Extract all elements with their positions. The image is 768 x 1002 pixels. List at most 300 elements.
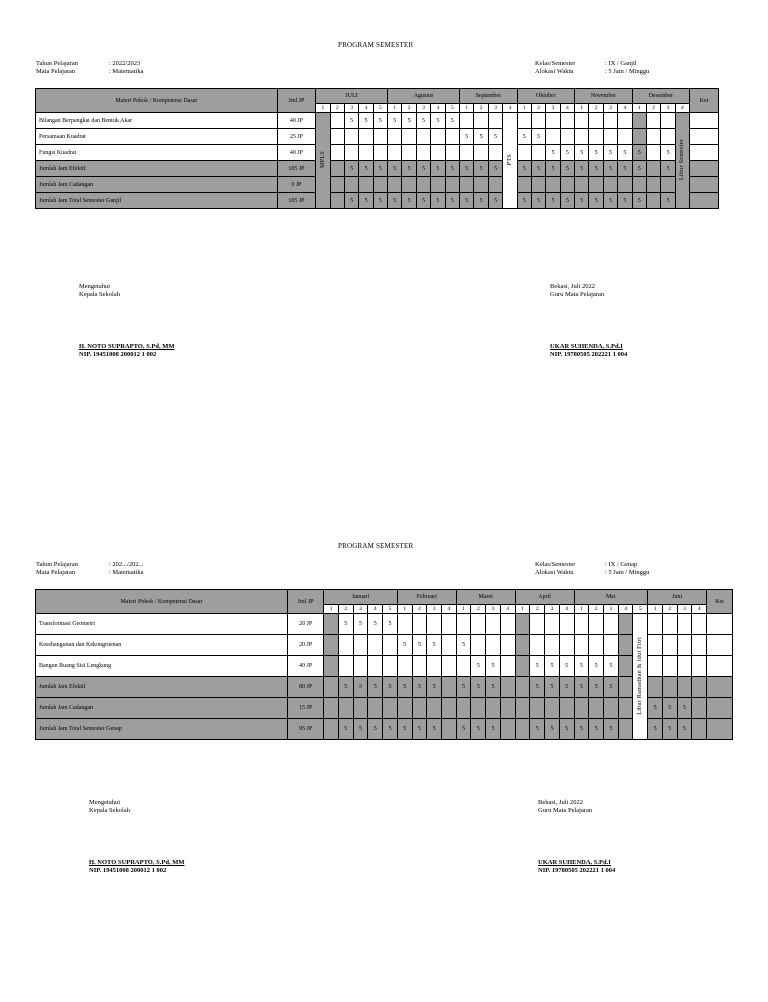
week-cell [677, 635, 692, 656]
week-number: 1 [388, 104, 402, 113]
week-cell [330, 129, 344, 145]
week-number: 5 [383, 605, 398, 614]
program-table-ganjil [35, 88, 719, 209]
week-cell [486, 635, 501, 656]
materi-label: Transformasi Geometri [36, 614, 288, 635]
week-cell [677, 656, 692, 677]
week-cell: 5 [474, 193, 488, 209]
week-cell [330, 161, 344, 177]
tahun-value: : 2022/2023 [109, 60, 141, 67]
week-cell: 5 [530, 677, 545, 698]
month-header: Agustus [388, 89, 460, 104]
mpls-label: MPLS [319, 151, 326, 168]
ket-cell [690, 193, 719, 209]
month-header: Januari [324, 590, 398, 605]
week-cell: 5 [662, 698, 677, 719]
week-number: 3 [488, 104, 502, 113]
kepala-label: Kepala Sekolah [79, 291, 120, 298]
table-row [36, 177, 719, 193]
week-cell [368, 635, 383, 656]
week-cell [517, 177, 531, 193]
week-cell [500, 614, 515, 635]
week-number: 3 [353, 605, 368, 614]
week-cell: 5 [412, 635, 427, 656]
week-number: 1 [517, 104, 531, 113]
week-cell [412, 656, 427, 677]
week-cell [560, 177, 574, 193]
week-cell [324, 698, 339, 719]
tahun-value: : 202.../202... [109, 561, 144, 568]
week-number: 4 [359, 104, 373, 113]
week-cell: 5 [648, 719, 663, 740]
week-cell: 5 [677, 698, 692, 719]
tahun-label: Tahun Pelajaran [36, 60, 78, 67]
week-cell: 5 [338, 719, 353, 740]
page-title: PROGRAM SEMESTER [338, 41, 414, 49]
week-cell [402, 177, 416, 193]
ket-cell [690, 129, 719, 145]
week-cell [416, 129, 430, 145]
week-cell: 5 [359, 113, 373, 129]
week-cell: 5 [474, 129, 488, 145]
signature-kepsek [79, 283, 174, 359]
week-cell [344, 129, 358, 145]
week-number: 3 [427, 605, 442, 614]
week-cell [338, 656, 353, 677]
week-number: 4 [368, 605, 383, 614]
week-cell [692, 656, 707, 677]
week-number: 4 [560, 104, 574, 113]
week-cell [442, 614, 457, 635]
week-cell [632, 129, 646, 145]
week-cell [353, 635, 368, 656]
week-cell [500, 635, 515, 656]
week-cell [427, 656, 442, 677]
week-cell [531, 177, 545, 193]
week-cell: 5 [359, 161, 373, 177]
week-cell [618, 719, 633, 740]
week-cell: 5 [589, 656, 604, 677]
week-cell [324, 677, 339, 698]
week-cell [500, 698, 515, 719]
week-cell: 5 [517, 129, 531, 145]
month-header: April [515, 590, 574, 605]
week-cell: 5 [397, 719, 412, 740]
week-cell: 5 [545, 677, 560, 698]
meta-left [36, 561, 144, 577]
week-cell: 5 [618, 193, 632, 209]
week-cell [589, 177, 603, 193]
week-cell [471, 698, 486, 719]
week-cell [560, 113, 574, 129]
week-cell: 5 [560, 193, 574, 209]
week-cell: 5 [427, 635, 442, 656]
week-cell [373, 129, 387, 145]
week-cell [427, 698, 442, 719]
week-cell [442, 656, 457, 677]
month-header: November [575, 89, 633, 104]
week-number: 2 [338, 605, 353, 614]
week-cell [402, 129, 416, 145]
week-cell: 5 [344, 113, 358, 129]
week-cell [575, 113, 589, 129]
week-cell [662, 677, 677, 698]
pts-label: PTS [506, 153, 513, 166]
week-cell [692, 719, 707, 740]
week-cell [646, 161, 660, 177]
week-cell [456, 614, 471, 635]
alokasi-value: : 5 Jam / Minggu [605, 68, 650, 75]
week-cell [445, 129, 459, 145]
week-cell [545, 614, 560, 635]
month-header: Juni [648, 590, 707, 605]
week-cell: 5 [546, 161, 560, 177]
week-cell: 5 [486, 677, 501, 698]
week-cell [324, 719, 339, 740]
week-cell: 5 [397, 677, 412, 698]
week-cell [416, 145, 430, 161]
week-cell [531, 145, 545, 161]
week-cell [442, 719, 457, 740]
week-cell [618, 677, 633, 698]
week-cell [344, 177, 358, 193]
week-cell: 5 [471, 656, 486, 677]
week-cell: 5 [456, 635, 471, 656]
week-cell [500, 656, 515, 677]
week-cell [445, 145, 459, 161]
week-cell [618, 129, 632, 145]
week-cell [373, 145, 387, 161]
meta-left [36, 60, 143, 76]
week-number: 1 [316, 104, 330, 113]
week-number: 2 [589, 104, 603, 113]
week-cell [488, 177, 502, 193]
month-header: September [460, 89, 518, 104]
week-cell [353, 656, 368, 677]
kelas-label: Kelas/Semester [535, 561, 576, 568]
week-cell [575, 129, 589, 145]
week-cell [559, 635, 574, 656]
week-cell [692, 677, 707, 698]
week-number: 1 [460, 104, 474, 113]
week-cell: 5 [531, 129, 545, 145]
materi-label: Persamaan Kuadrat [36, 129, 278, 145]
week-cell [589, 698, 604, 719]
week-cell: 5 [402, 113, 416, 129]
table-row [36, 656, 733, 677]
jml-jp-value: 20 JP [287, 635, 323, 656]
materi-label: Jumlah Jam Cadangan [36, 698, 288, 719]
week-number: 3 [677, 605, 692, 614]
week-cell: 5 [460, 129, 474, 145]
week-cell: 5 [412, 677, 427, 698]
week-cell [515, 656, 530, 677]
ket-cell [707, 719, 733, 740]
week-cell: 5 [353, 719, 368, 740]
week-number: 1 [324, 605, 339, 614]
alokasi-label: Alokasi Waktu [535, 68, 574, 75]
week-cell [442, 635, 457, 656]
week-number: 1 [574, 605, 589, 614]
col-ket: Ket [707, 590, 733, 614]
tempat-tanggal: Bekasi, Juli 2022 [550, 283, 595, 290]
mapel-label: Mata Pelajaran [36, 68, 76, 75]
week-cell [648, 635, 663, 656]
week-number: 2 [646, 104, 660, 113]
week-cell: 5 [531, 193, 545, 209]
week-cell [618, 656, 633, 677]
month-header: Oktober [517, 89, 575, 104]
week-cell [474, 177, 488, 193]
kepsek-name: H. NOTO SUPRAPTO, S.Pd, MM [89, 859, 185, 866]
col-jml-jp: Jml JP [277, 89, 315, 113]
libur-column [675, 113, 689, 209]
materi-label: Jumlah Jam Cadangan [36, 177, 278, 193]
week-cell: 5 [589, 193, 603, 209]
jml-jp-value: 105 JP [277, 193, 315, 209]
week-cell: 5 [460, 161, 474, 177]
tahun-label: Tahun Pelajaran [36, 561, 78, 568]
guru-name: UKAR SUHENDA, S.Pd.I [538, 859, 611, 866]
week-number: 2 [412, 605, 427, 614]
week-cell: 5 [530, 656, 545, 677]
guru-nip: NIP. 19780505 202221 1 004 [550, 351, 628, 358]
week-number: 4 [559, 605, 574, 614]
week-number: 4 [618, 605, 633, 614]
week-cell [560, 129, 574, 145]
week-cell [416, 177, 430, 193]
week-number: 2 [471, 605, 486, 614]
week-cell [646, 177, 660, 193]
week-cell: 5 [344, 193, 358, 209]
week-cell: 5 [402, 193, 416, 209]
kepala-label: Kepala Sekolah [89, 807, 130, 814]
week-cell: 5 [486, 719, 501, 740]
week-cell [618, 614, 633, 635]
week-cell [603, 113, 617, 129]
week-cell [589, 113, 603, 129]
week-cell: 5 [474, 161, 488, 177]
week-cell [431, 177, 445, 193]
week-number: 4 [675, 104, 689, 113]
week-cell [344, 145, 358, 161]
week-cell: 5 [648, 698, 663, 719]
jml-jp-value: 105 JP [277, 161, 315, 177]
week-number: 5 [445, 104, 459, 113]
week-cell: 5 [575, 193, 589, 209]
week-cell [488, 145, 502, 161]
week-cell [648, 656, 663, 677]
week-number: 3 [545, 605, 560, 614]
week-cell: 5 [383, 614, 398, 635]
week-cell: 5 [373, 113, 387, 129]
week-cell [330, 193, 344, 209]
materi-label: Bilangan Berpangkat dan Bentuk Akar [36, 113, 278, 129]
week-cell: 5 [531, 161, 545, 177]
week-cell [442, 698, 457, 719]
week-number: 2 [402, 104, 416, 113]
week-cell: 5 [460, 193, 474, 209]
week-cell [353, 698, 368, 719]
week-cell [460, 177, 474, 193]
week-cell: 5 [353, 614, 368, 635]
week-cell: 5 [574, 677, 589, 698]
week-number: 3 [603, 104, 617, 113]
ket-cell [690, 161, 719, 177]
week-cell [517, 145, 531, 161]
table-row [36, 635, 733, 656]
week-cell [412, 698, 427, 719]
week-number: 2 [589, 605, 604, 614]
week-number: 1 [575, 104, 589, 113]
week-cell [397, 614, 412, 635]
week-cell [500, 719, 515, 740]
kepsek-name: H. NOTO SUPRAPTO, S.Pd, MM [79, 343, 175, 350]
jml-jp-value: 80 JP [287, 677, 323, 698]
week-number: 5 [373, 104, 387, 113]
week-cell [677, 614, 692, 635]
week-cell: 5 [661, 161, 675, 177]
week-cell: 5 [368, 719, 383, 740]
week-cell [545, 698, 560, 719]
week-cell: 5 [517, 193, 531, 209]
week-cell [486, 698, 501, 719]
week-cell: 5 [388, 161, 402, 177]
jml-jp-value: 40 JP [287, 656, 323, 677]
month-header: Maret [456, 590, 515, 605]
week-number: 1 [632, 104, 646, 113]
week-cell [517, 113, 531, 129]
week-cell [471, 635, 486, 656]
week-cell: 5 [416, 193, 430, 209]
jml-jp-value: 0 JP [277, 177, 315, 193]
col-materi: Materi Pokok / Kompetensi Dasar [36, 590, 288, 614]
week-cell: 5 [589, 145, 603, 161]
week-cell: 5 [589, 677, 604, 698]
table-row [36, 161, 719, 177]
week-cell [515, 719, 530, 740]
week-cell [515, 614, 530, 635]
signature-kepsek [89, 799, 184, 875]
week-cell: 5 [546, 193, 560, 209]
week-cell [368, 656, 383, 677]
week-cell [589, 635, 604, 656]
week-cell [559, 614, 574, 635]
week-cell [603, 177, 617, 193]
week-cell [530, 635, 545, 656]
week-cell [338, 698, 353, 719]
table-row [36, 698, 733, 719]
week-number: 4 [503, 104, 517, 113]
week-cell [388, 145, 402, 161]
week-cell [661, 113, 675, 129]
week-cell: 5 [632, 161, 646, 177]
week-cell: 5 [471, 719, 486, 740]
week-cell: 5 [471, 677, 486, 698]
kelas-value: : IX / Genap [605, 561, 638, 568]
week-cell: 5 [402, 161, 416, 177]
week-cell: 5 [486, 656, 501, 677]
week-cell [388, 177, 402, 193]
week-cell: 5 [560, 161, 574, 177]
table-row [36, 145, 719, 161]
week-cell [604, 698, 619, 719]
week-cell [646, 145, 660, 161]
week-cell [648, 614, 663, 635]
week-cell: 5 [661, 145, 675, 161]
kepsek-nip: NIP. 19451008 200012 1 002 [89, 867, 167, 874]
week-cell: 5 [604, 656, 619, 677]
week-cell: 5 [603, 161, 617, 177]
guru-label: Guru Mata Pelajaran [550, 291, 605, 298]
signature-guru [538, 799, 615, 875]
week-cell: 5 [344, 161, 358, 177]
week-cell: 5 [456, 677, 471, 698]
week-cell [589, 614, 604, 635]
week-cell: 5 [604, 719, 619, 740]
week-cell [662, 635, 677, 656]
week-cell [559, 698, 574, 719]
materi-label: Jumlah Jam Total Semester Ganjil [36, 193, 278, 209]
page-title: PROGRAM SEMESTER [338, 542, 414, 550]
week-cell: 5 [632, 193, 646, 209]
materi-label: Bangun Ruang Sisi Lengkung [36, 656, 288, 677]
week-number: 2 [531, 104, 545, 113]
week-number: 3 [661, 104, 675, 113]
week-cell: 5 [373, 193, 387, 209]
pts-column [503, 113, 517, 209]
month-header: JULI [316, 89, 388, 104]
table-row [36, 113, 719, 129]
week-cell: 5 [488, 193, 502, 209]
week-cell: 5 [603, 193, 617, 209]
week-cell [618, 113, 632, 129]
week-cell: 5 [488, 161, 502, 177]
week-cell: 5 [388, 193, 402, 209]
col-materi: Materi Pokok / Kompetensi Dasar [36, 89, 278, 113]
week-cell: 5 [662, 719, 677, 740]
header-row [36, 89, 719, 104]
week-cell [632, 177, 646, 193]
week-cell: 5 [575, 145, 589, 161]
week-cell: 5 [368, 677, 383, 698]
week-cell [574, 698, 589, 719]
week-cell [692, 635, 707, 656]
week-cell [383, 698, 398, 719]
week-number: 4 [442, 605, 457, 614]
alokasi-value: : 5 Jam / Minggu [605, 569, 650, 576]
week-cell [661, 129, 675, 145]
week-cell: 5 [412, 719, 427, 740]
ket-cell [707, 614, 733, 635]
week-cell [474, 145, 488, 161]
meta-right [535, 561, 649, 577]
alokasi-label: Alokasi Waktu [535, 569, 574, 576]
week-cell: 5 [338, 677, 353, 698]
week-cell: 5 [545, 656, 560, 677]
week-cell: 5 [456, 719, 471, 740]
week-cell [330, 113, 344, 129]
jml-jp-value: 15 JP [287, 698, 323, 719]
week-cell [324, 614, 339, 635]
table-row [36, 719, 733, 740]
week-cell: 5 [559, 677, 574, 698]
week-cell [488, 113, 502, 129]
ket-cell [690, 177, 719, 193]
materi-label: Jumlah Jam Total Semester Genap [36, 719, 288, 740]
week-cell [368, 698, 383, 719]
month-header: Desember [632, 89, 690, 104]
